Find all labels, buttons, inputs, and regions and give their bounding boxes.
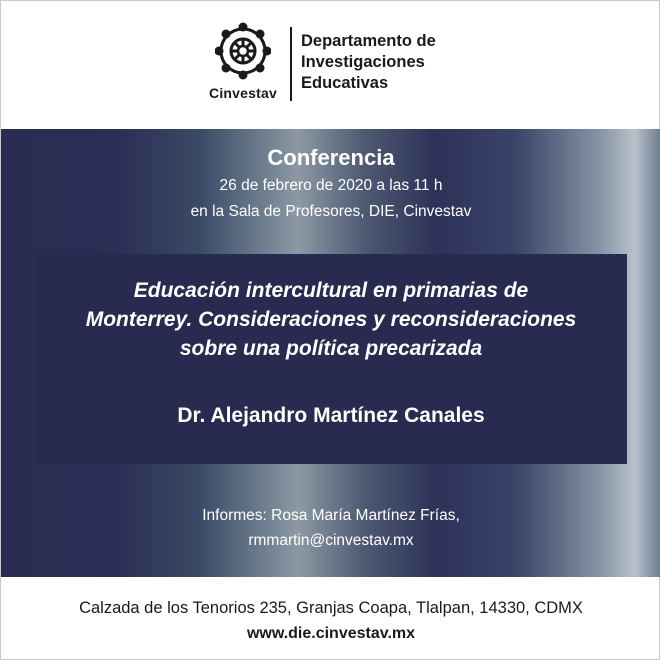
department-line: Departamento de (301, 32, 436, 50)
event-type-heading: Conferencia (267, 145, 395, 170)
department-line: Educativas (301, 74, 389, 92)
talk-title-line: Educación intercultural en primarias de (133, 279, 529, 302)
contact-email[interactable]: rmmartin@cinvestav.mx (248, 532, 414, 549)
talk-title-line: sobre una política precarizada (179, 337, 483, 360)
address: Calzada de los Tenorios 235, Granjas Coapa, Tlalpan, 14330, CDMX (79, 599, 583, 617)
contact-line: Informes: Rosa María Martínez Frías, (202, 507, 460, 524)
talk-title (35, 276, 627, 363)
header-divider (290, 27, 292, 101)
poster-header (1, 1, 660, 129)
speaker-name: Dr. Alejandro Martínez Canales (177, 404, 485, 427)
cinvestav-emblem-icon (215, 21, 271, 81)
cinvestav-logo (207, 21, 279, 109)
logo-wordmark: Cinvestav (209, 85, 277, 101)
poster-footer (1, 577, 660, 660)
event-date: 26 de febrero de 2020 a las 11 h (219, 177, 443, 194)
department-line: Investigaciones (301, 53, 425, 71)
main-band (1, 129, 660, 577)
talk-box (35, 254, 627, 464)
talk-title-line: Monterrey. Consideraciones y reconsideraciones (85, 308, 577, 331)
department-name (301, 31, 541, 94)
website-link[interactable]: www.die.cinvestav.mx (246, 625, 416, 642)
event-place: en la Sala de Profesores, DIE, Cinvestav (190, 203, 472, 220)
contact-info (1, 503, 660, 553)
